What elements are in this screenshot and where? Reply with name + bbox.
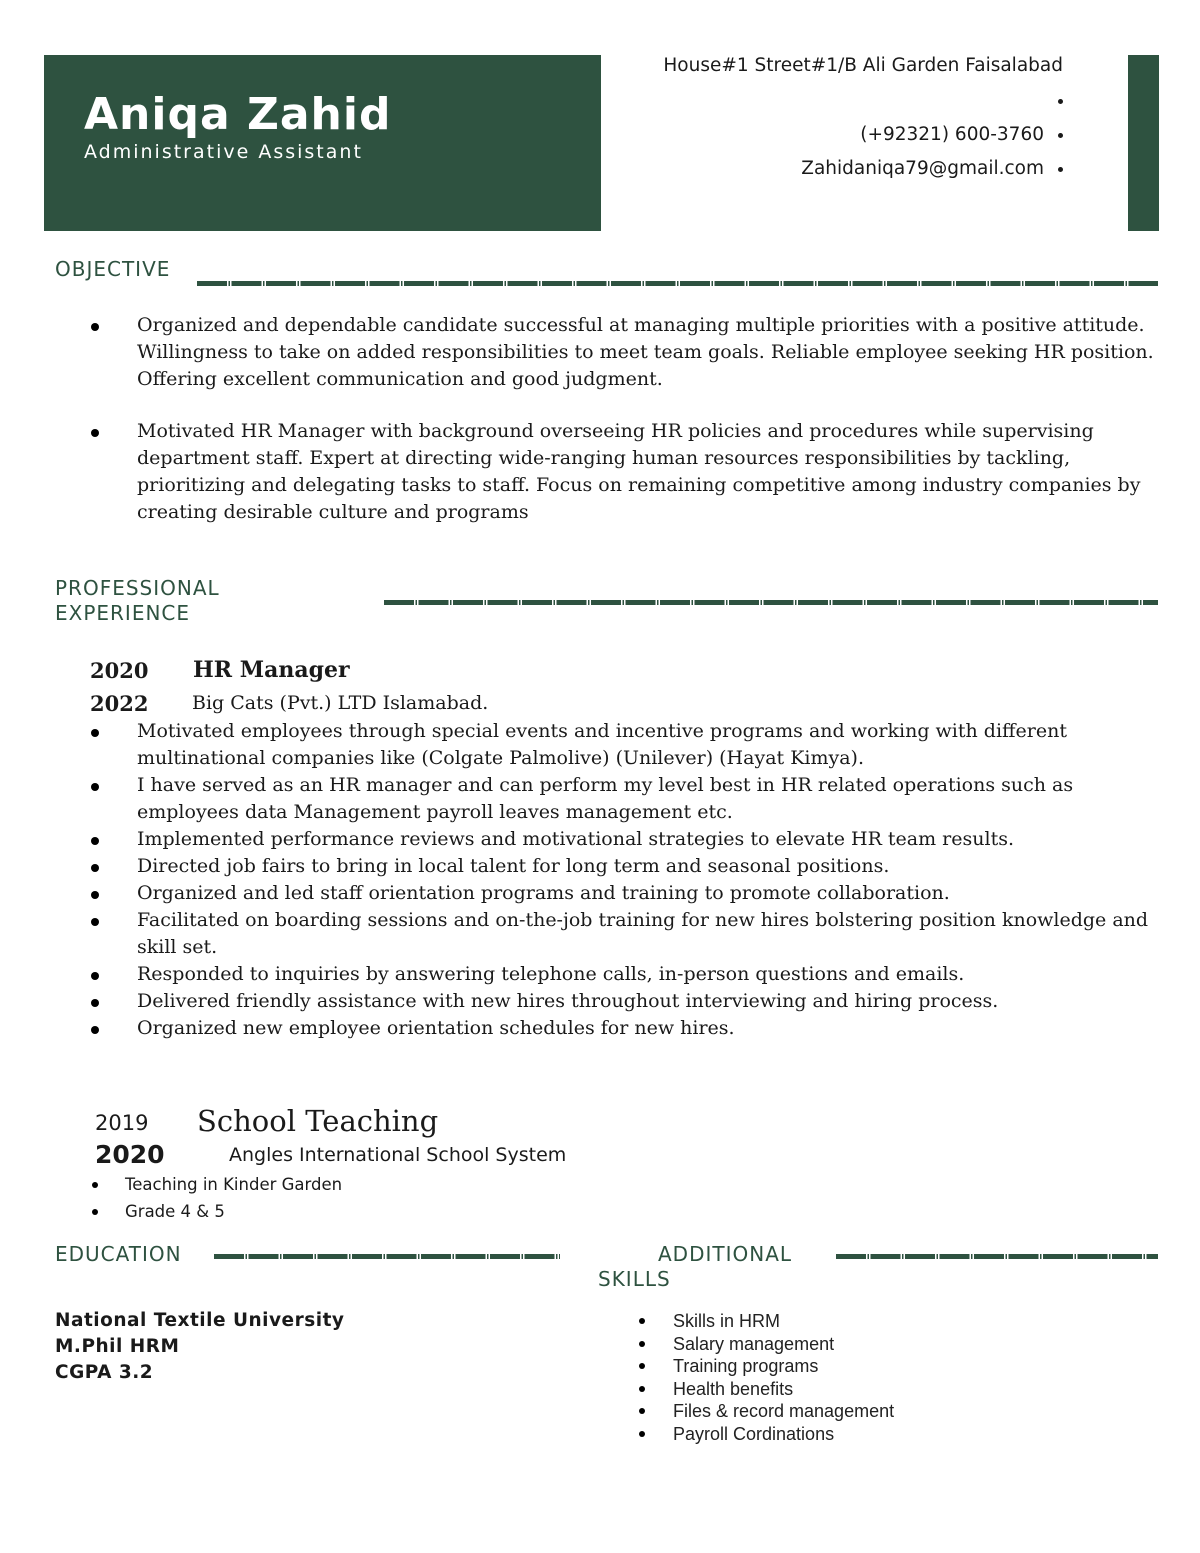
skills-heading-line2: SKILLS <box>598 1267 671 1291</box>
email-text: Zahidaniqa79@gmail.com <box>801 158 1044 179</box>
job-bullet: Responded to inquiries by answering telephone calls, in-person questions and emails. <box>55 961 1155 988</box>
cgpa-value: CGPA 3.2 <box>55 1362 154 1383</box>
section-divider <box>197 281 1158 286</box>
job-bullet: Grade 4 & 5 <box>89 1198 342 1225</box>
job-role: School Teaching <box>197 1104 439 1138</box>
bullet-icon <box>1058 167 1063 172</box>
job-bullet: Implemented performance reviews and motivational strategies to elevate HR team results. <box>55 826 1155 853</box>
job-end-year: 2022 <box>90 691 149 716</box>
section-divider <box>384 600 1158 605</box>
degree-name: M.Phil HRM <box>55 1336 180 1357</box>
section-divider <box>836 1254 1158 1259</box>
job-bullet: Organized new employee orientation schedules for new hires. <box>55 1015 1155 1042</box>
skill-item: Skills in HRM <box>637 1310 894 1333</box>
contact-email <box>801 158 1063 179</box>
contact-phone <box>860 124 1063 145</box>
candidate-title: Administrative Assistant <box>84 141 363 163</box>
skills-heading-line1: ADDITIONAL <box>658 1242 793 1266</box>
job-start-year: 2019 <box>95 1111 149 1135</box>
phone-text: (+92321) 600-3760 <box>860 124 1044 145</box>
bullet-icon <box>1058 133 1063 138</box>
skill-item: Training programs <box>637 1355 894 1378</box>
experience-heading-line2: EXPERIENCE <box>55 601 191 625</box>
education-heading: EDUCATION <box>55 1242 182 1266</box>
objective-section <box>55 312 1155 526</box>
skill-item: Health benefits <box>637 1378 894 1401</box>
candidate-name: Aniqa Zahid <box>84 89 392 140</box>
skills-list <box>637 1310 894 1446</box>
university-name: National Textile University <box>55 1310 345 1331</box>
education-section <box>55 1308 344 1386</box>
job-bullet: I have served as an HR manager and can perform my level best in HR related operations such as employees data Management payroll leaves management etc. <box>55 772 1155 826</box>
job-company: Angles International School System <box>229 1144 567 1166</box>
objective-item: Organized and dependable candidate successful at managing multiple priorities with a positive attitude. Willingness to take on added responsibilities to meet team goals. Reliable employee seeking HR position. Offering excellent communication and good judgment. <box>55 312 1155 393</box>
contact-address <box>663 55 1063 76</box>
name-banner <box>44 55 601 231</box>
address-text: House#1 Street#1/B Ali Garden Faisalabad <box>663 55 1063 76</box>
job-start-year: 2020 <box>90 658 149 683</box>
job-company: Big Cats (Pvt.) LTD Islamabad. <box>192 692 489 714</box>
job-bullets <box>89 1171 342 1225</box>
section-divider <box>214 1254 560 1259</box>
job-bullet: Delivered friendly assistance with new hires throughout interviewing and hiring process. <box>55 988 1155 1015</box>
job-bullet: Organized and led staff orientation programs and training to promote collaboration. <box>55 880 1155 907</box>
skill-item: Files & record management <box>637 1400 894 1423</box>
job-bullet: Teaching in Kinder Garden <box>89 1171 342 1198</box>
skill-item: Payroll Cordinations <box>637 1423 894 1446</box>
skill-item: Salary management <box>637 1333 894 1356</box>
bullet-icon <box>1058 99 1063 104</box>
job-bullet: Directed job fairs to bring in local talent for long term and seasonal positions. <box>55 853 1155 880</box>
objective-item: Motivated HR Manager with background overseeing HR policies and procedures while supervising department staff. Expert at directing wide-ranging human resources responsibilities by tackling, prioritizing and delegating tasks to staff. Focus on remaining competitive among industry companies by creating desirable culture and programs <box>55 418 1155 526</box>
job-bullets <box>55 718 1155 1042</box>
decorative-bar <box>1128 55 1159 231</box>
objective-heading: OBJECTIVE <box>55 257 171 281</box>
contact-address-bullet <box>1044 90 1063 111</box>
job-end-year: 2020 <box>95 1140 165 1169</box>
job-bullet: Facilitated on boarding sessions and on-the-job training for new hires bolstering position knowledge and skill set. <box>55 907 1155 961</box>
job-role: HR Manager <box>193 657 350 683</box>
job-bullet: Motivated employees through special events and incentive programs and working with different multinational companies like (Colgate Palmolive) (Unilever) (Hayat Kimya). <box>55 718 1155 772</box>
experience-heading <box>55 576 220 626</box>
experience-heading-line1: PROFESSIONAL <box>55 576 220 600</box>
